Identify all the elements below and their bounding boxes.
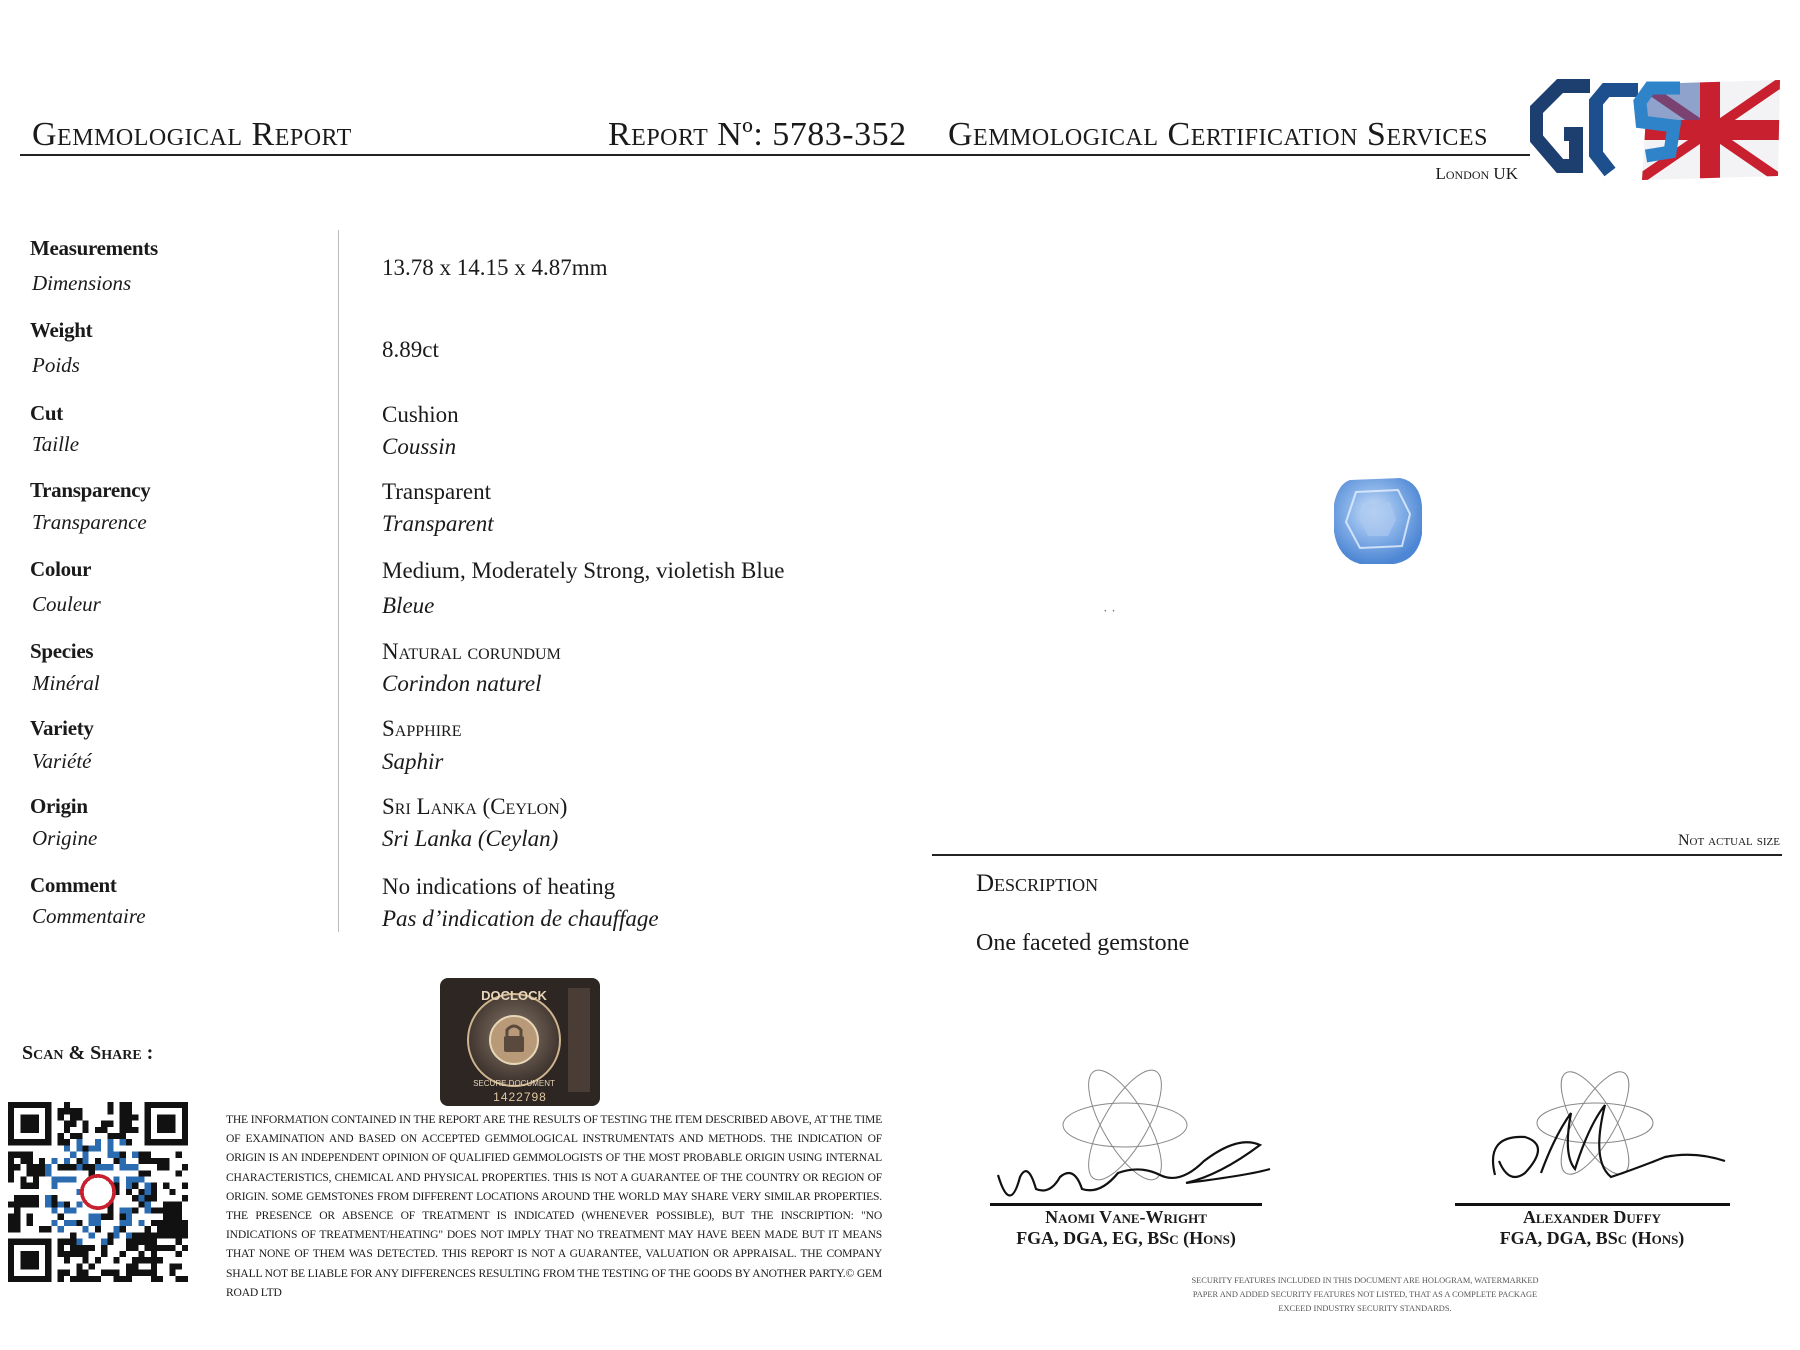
disclaimer-text: THE INFORMATION CONTAINED IN THE REPORT ARE THE RESULTS OF TESTING THE ITEM DESCRIBED ABOVE, AT THE TIME OF EXAMINATION AND BASED ON ACCEPTED GEMMOLOGICAL INSTRUMENTATS AND METHODS. THE INDICATION OF ORIGIN IS AN INDEPENDENT OPINION OF QUALIFIED GEMMOLOGISTS OF THE MOST PROBABLE ORIGIN USING INTERNAL CHARACTERISTICS, CHEMICAL AND PHYSICAL PROPERTIES. THIS IS NOT A GUARANTEE OF THE COUNTRY OR REGION OF ORIGIN. SOME GEMSTONES FROM DIFFERENT LOCATIONS AROUND THE WORLD MAY SHARE VERY SIMILAR PROPERTIES. THE PRESENCE OR ABSENCE OF TREATMENT IS INDICATED (WHENEVER POSSIBLE), BUT THE INSCRIPTION: "NO INDICATIONS OF TREATMENT/HEATING" DOES NOT IMPLY THAT NO TREATMENT MAY HAVE BEEN MADE BUT IT MEANS THAT NONE OF THEM WAS DETECTED. THIS REPORT IS NOT A GUARANTEE, VALUATION OR APPRAISAL. THE COMPANY SHALL NOT BE LIABLE FOR ANY DIFFERENCES RESULTING FROM THE TESTING OF THE GOODS BY ANOTHER PARTY.© GEM ROAD LTD xyxy=(226,1113,882,1299)
signatory-2-name: Alexander Duffy xyxy=(1522,1207,1662,1227)
property-label: Colour xyxy=(30,557,92,581)
seal-brand: DOCLOCK xyxy=(481,988,547,1003)
dust-marks: ˙ ˙ xyxy=(1103,608,1116,623)
property-value-alt: Saphir xyxy=(382,749,444,774)
property-value: No indications of heating xyxy=(382,874,616,899)
property-value-alt: Bleue xyxy=(382,593,435,618)
property-value: Sri Lanka (Ceylon) xyxy=(382,794,568,819)
signature-2-graphic xyxy=(1455,1065,1735,1215)
property-label: Variety xyxy=(30,716,94,740)
property-value: Medium, Moderately Strong, violetish Blue xyxy=(382,558,785,583)
property-label: Weight xyxy=(30,318,93,342)
header-rule xyxy=(20,154,1530,156)
property-label-alt: Minéral xyxy=(32,671,100,695)
signature-1-line xyxy=(990,1203,1262,1206)
report-number: Report Nº: 5783-352 xyxy=(608,116,907,153)
property-value: Transparent xyxy=(382,479,492,504)
gcs-logo xyxy=(1530,76,1782,184)
property-label-alt: Transparence xyxy=(32,510,147,534)
property-label-alt: Taille xyxy=(32,432,80,456)
property-value: 8.89ct xyxy=(382,337,439,362)
description-text: One faceted gemstone xyxy=(976,930,1190,956)
scan-share-label: Scan & Share : xyxy=(22,1042,154,1064)
signature-1-graphic xyxy=(990,1065,1290,1215)
property-label: Comment xyxy=(30,873,117,897)
property-value: 13.78 x 14.15 x 4.87mm xyxy=(382,255,608,280)
property-value-alt: Transparent xyxy=(382,511,494,536)
property-value: Cushion xyxy=(382,402,459,427)
report-title: Gemmological Report xyxy=(32,116,352,153)
property-value-alt: Corindon naturel xyxy=(382,671,542,696)
property-label: Species xyxy=(30,639,94,663)
property-value: Natural corundum xyxy=(382,639,561,664)
property-value-alt: Pas d’indication de chauffage xyxy=(382,906,659,931)
signatory-2-qualifications: FGA, DGA, BSc (Hons) xyxy=(1499,1228,1685,1248)
property-label-alt: Origine xyxy=(32,826,98,850)
seal-caption: SECURE DOCUMENT xyxy=(473,1079,555,1088)
not-actual-size-note: Not actual size xyxy=(1677,832,1780,849)
seal-number: 1422798 xyxy=(493,1090,547,1104)
property-label: Measurements xyxy=(30,236,158,260)
property-label-alt: Dimensions xyxy=(32,271,132,295)
property-label: Cut xyxy=(30,401,63,425)
company-name: Gemmological Certification Services xyxy=(948,116,1488,153)
doclock-seal xyxy=(440,978,600,1106)
property-value-alt: Sri Lanka (Ceylan) xyxy=(382,826,559,851)
property-label: Origin xyxy=(30,794,88,818)
property-label-alt: Poids xyxy=(32,353,80,377)
company-location: London UK xyxy=(1435,164,1518,183)
property-label-alt: Commentaire xyxy=(32,904,146,928)
security-features-note: SECURITY FEATURES INCLUDED IN THIS DOCUMENT ARE HOLOGRAM, WATERMARKED PAPER AND ADDED SECURITY FEATURES NOT LISTED, THAT AS A COMPLETE PACKAGE EXCEED INDUSTRY SECURITY STANDARDS. xyxy=(1191,1276,1539,1313)
property-label-alt: Variété xyxy=(32,749,92,773)
signature-2-line xyxy=(1455,1203,1730,1206)
qr-code[interactable] xyxy=(8,1102,188,1282)
description-heading: Description xyxy=(976,870,1099,897)
gemstone-image xyxy=(1330,472,1426,568)
description-rule xyxy=(932,854,1782,856)
property-value-alt: Coussin xyxy=(382,434,457,459)
property-label: Transparency xyxy=(30,478,151,502)
property-value: Sapphire xyxy=(382,716,462,741)
property-label-alt: Couleur xyxy=(32,592,101,616)
column-divider xyxy=(338,230,339,932)
signatory-1-qualifications: FGA, DGA, EG, BSc (Hons) xyxy=(1016,1228,1236,1248)
signatory-1-name: Naomi Vane-Wright xyxy=(1045,1207,1207,1227)
